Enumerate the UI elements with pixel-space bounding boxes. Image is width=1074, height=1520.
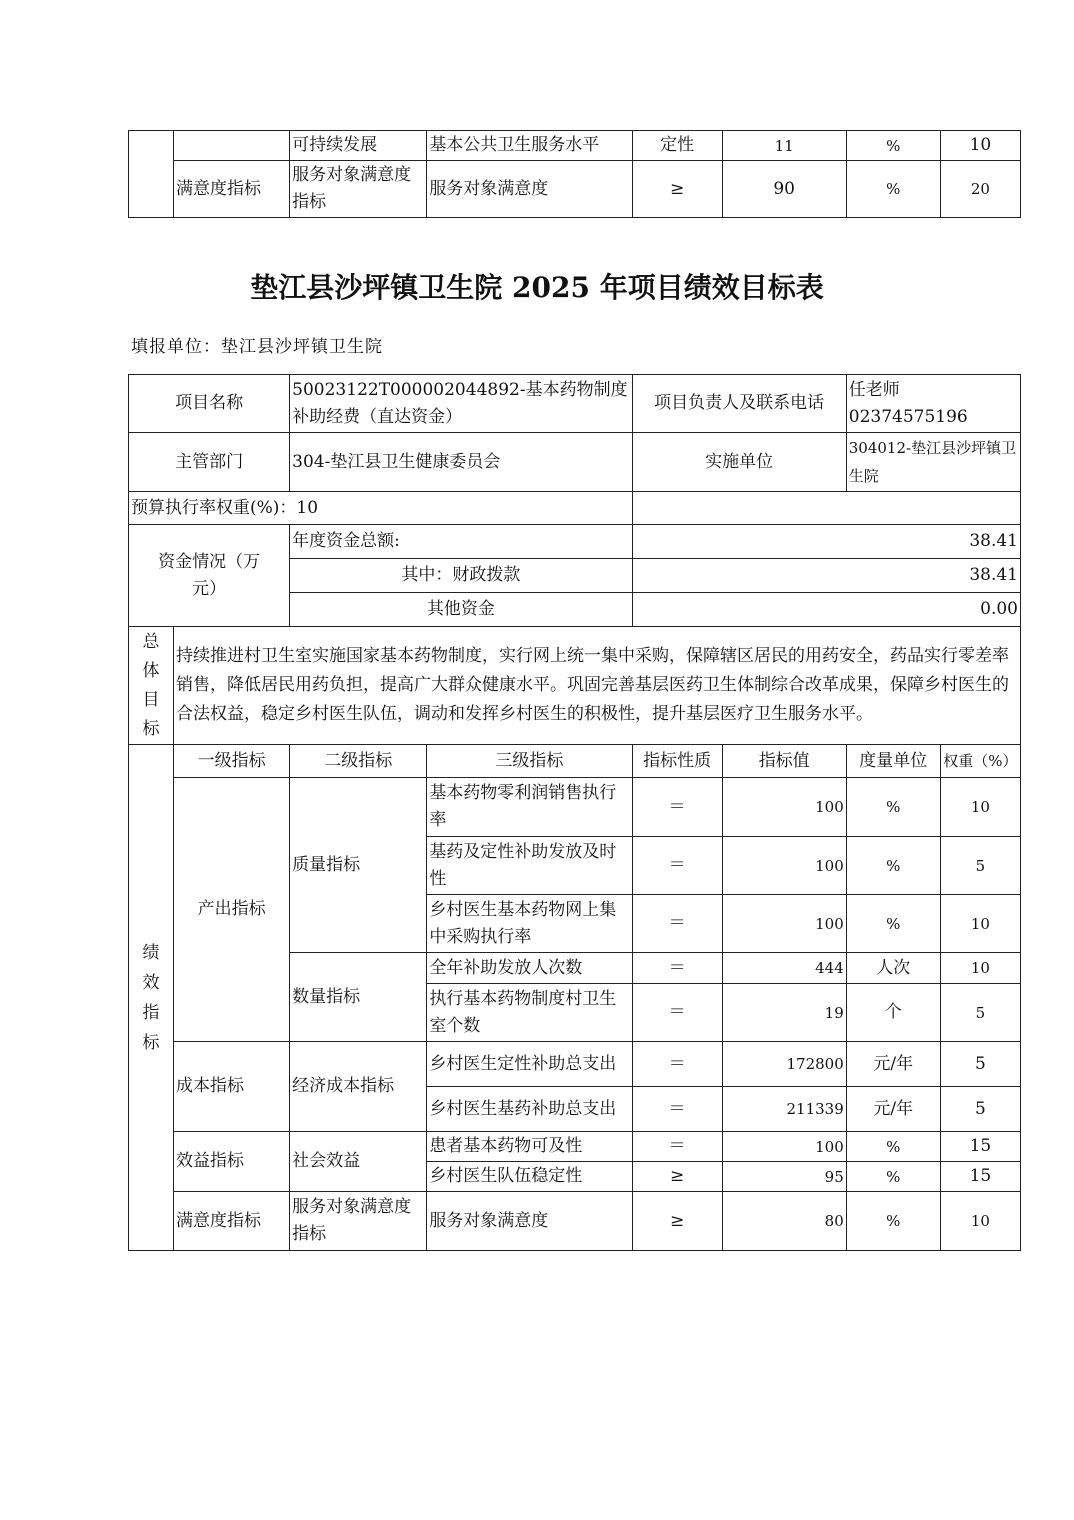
- funds-label: [129, 525, 290, 627]
- other-funds-value: 0.00: [632, 593, 1020, 627]
- indicator-unit: 元/年: [846, 1087, 940, 1132]
- indicator-nature: ＝: [632, 1132, 722, 1162]
- service-satisfaction-indicator: 服务对象满意度指标: [290, 1192, 427, 1251]
- indicator-value: 444: [722, 953, 846, 984]
- indicator-value: 11: [722, 131, 846, 161]
- indicator-value: 95: [722, 1162, 846, 1192]
- third-indicator: 服务对象满意度: [427, 161, 632, 218]
- overall-goal-label: [129, 627, 174, 745]
- third-indicator: 基本公共卫生服务水平: [427, 131, 632, 161]
- funds-label-text: 资金情况（万元）: [158, 551, 261, 599]
- header-unit: 度量单位: [846, 745, 940, 778]
- indicator-nature: ≥: [632, 161, 722, 218]
- benefit-indicator: 效益指标: [174, 1132, 290, 1192]
- second-indicator: 服务对象满意度指标: [290, 161, 427, 218]
- indicator-weight: 10: [940, 131, 1020, 161]
- blank-cell: [632, 492, 1020, 525]
- cost-indicator: 成本指标: [174, 1042, 290, 1132]
- contact-info: [846, 375, 1020, 433]
- indicator-unit: 个: [846, 984, 940, 1042]
- total-funds-label: 年度资金总额:: [290, 525, 632, 559]
- indicator-weight: 10: [940, 953, 1020, 984]
- header-first-indicator: 一级指标: [174, 745, 290, 778]
- third-indicator: 基本药物零利润销售执行率: [427, 778, 632, 837]
- other-funds-label: 其他资金: [290, 593, 632, 627]
- total-funds-value: 38.41: [632, 525, 1020, 559]
- indicator-value: 100: [722, 837, 846, 895]
- third-indicator: 执行基本药物制度村卫生室个数: [427, 984, 632, 1042]
- blank-cell: [174, 131, 290, 161]
- indicator-unit: %: [846, 778, 940, 837]
- indicator-weight: 15: [940, 1162, 1020, 1192]
- indicator-value: 172800: [722, 1042, 846, 1087]
- perf-indicators-label: [129, 745, 174, 1251]
- indicator-value: 100: [722, 895, 846, 953]
- indicator-nature: ＝: [632, 953, 722, 984]
- continuation-table: [128, 130, 1021, 218]
- indicator-weight: 5: [940, 1087, 1020, 1132]
- indicator-weight: 10: [940, 778, 1020, 837]
- budget-rate-weight: 预算执行率权重(%)：10: [129, 492, 633, 525]
- fiscal-funds-value: 38.41: [632, 559, 1020, 593]
- header-second-indicator: 二级指标: [290, 745, 427, 778]
- blank-cell: [129, 131, 174, 218]
- reporting-unit: 填报单位：垫江县沙坪镇卫生院: [131, 337, 383, 357]
- first-indicator: 满意度指标: [174, 161, 290, 218]
- quantity-indicator: 数量指标: [290, 953, 427, 1042]
- indicator-nature: 定性: [632, 131, 722, 161]
- performance-goal-table: [128, 374, 1021, 1251]
- second-indicator: 可持续发展: [290, 131, 427, 161]
- indicator-value: 19: [722, 984, 846, 1042]
- indicator-weight: 20: [940, 161, 1020, 218]
- indicator-weight: 5: [940, 984, 1020, 1042]
- indicator-nature: ＝: [632, 778, 722, 837]
- indicator-nature: ＝: [632, 837, 722, 895]
- third-indicator: 全年补助发放人次数: [427, 953, 632, 984]
- indicator-value: 100: [722, 1132, 846, 1162]
- indicator-unit: %: [846, 131, 940, 161]
- fiscal-funds-label: 其中：财政拨款: [290, 559, 632, 593]
- quality-indicator: 质量指标: [290, 778, 427, 953]
- project-name-label: 项目名称: [129, 375, 290, 433]
- indicator-value: 100: [722, 778, 846, 837]
- contact-phone: 02374575196: [848, 406, 968, 427]
- third-indicator: 患者基本药物可及性: [427, 1132, 632, 1162]
- impl-label: 实施单位: [632, 433, 846, 492]
- project-name: 50023122T000002044892-基本药物制度补助经费（直达资金）: [290, 375, 632, 433]
- indicator-unit: %: [846, 1192, 940, 1251]
- contact-name: 任老师: [848, 379, 900, 400]
- third-indicator: 乡村医生基药补助总支出: [427, 1087, 632, 1132]
- perf-indicators-label-text: 绩效指标: [142, 942, 160, 1053]
- social-benefit-indicator: 社会效益: [290, 1132, 427, 1192]
- indicator-nature: ≥: [632, 1192, 722, 1251]
- contact-label: 项目负责人及联系电话: [632, 375, 846, 433]
- satisfaction-indicator: 满意度指标: [174, 1192, 290, 1251]
- third-indicator: 乡村医生队伍稳定性: [427, 1162, 632, 1192]
- indicator-unit: %: [846, 161, 940, 218]
- indicator-unit: %: [846, 837, 940, 895]
- dept-label: 主管部门: [129, 433, 290, 492]
- indicator-unit: %: [846, 1162, 940, 1192]
- indicator-nature: ＝: [632, 895, 722, 953]
- indicator-weight: 5: [940, 1042, 1020, 1087]
- indicator-weight: 5: [940, 837, 1020, 895]
- indicator-weight: 10: [940, 895, 1020, 953]
- third-indicator: 乡村医生基本药物网上集中采购执行率: [427, 895, 632, 953]
- indicator-weight: 15: [940, 1132, 1020, 1162]
- third-indicator: 服务对象满意度: [427, 1192, 632, 1251]
- indicator-nature: ＝: [632, 1087, 722, 1132]
- header-nature: 指标性质: [632, 745, 722, 778]
- third-indicator: 基药及定性补助发放及时性: [427, 837, 632, 895]
- third-indicator: 乡村医生定性补助总支出: [427, 1042, 632, 1087]
- overall-goal-text: 持续推进村卫生室实施国家基本药物制度，实行网上统一集中采购，保障辖区居民的用药安全，药品实行零差率销售，降低居民用药负担，提高广大群众健康水平。巩固完善基层医药卫生体制综合改革成果，保障乡村医生的合法权益，稳定乡村医生队伍，调动和发挥乡村医生的积极性，提升基层医疗卫生服务水平。: [174, 627, 1021, 745]
- header-third-indicator: 三级指标: [427, 745, 632, 778]
- indicator-unit: %: [846, 895, 940, 953]
- page-title: 垫江县沙坪镇卫生院 2025 年项目绩效目标表: [250, 271, 824, 304]
- indicator-weight: 10: [940, 1192, 1020, 1251]
- indicator-value: 80: [722, 1192, 846, 1251]
- header-weight: 权重（%）: [940, 745, 1020, 778]
- overall-goal-label-text: 总体目标: [142, 631, 160, 739]
- header-value: 指标值: [722, 745, 846, 778]
- econ-cost-indicator: 经济成本指标: [290, 1042, 427, 1132]
- indicator-value: 90: [722, 161, 846, 218]
- indicator-unit: 元/年: [846, 1042, 940, 1087]
- output-indicator: 产出指标: [174, 778, 290, 1042]
- indicator-unit: %: [846, 1132, 940, 1162]
- indicator-nature: ＝: [632, 984, 722, 1042]
- indicator-unit: 人次: [846, 953, 940, 984]
- indicator-nature: ＝: [632, 1042, 722, 1087]
- indicator-nature: ≥: [632, 1162, 722, 1192]
- dept-value: 304-垫江县卫生健康委员会: [290, 433, 632, 492]
- impl-value: 304012-垫江县沙坪镇卫生院: [846, 433, 1020, 492]
- indicator-value: 211339: [722, 1087, 846, 1132]
